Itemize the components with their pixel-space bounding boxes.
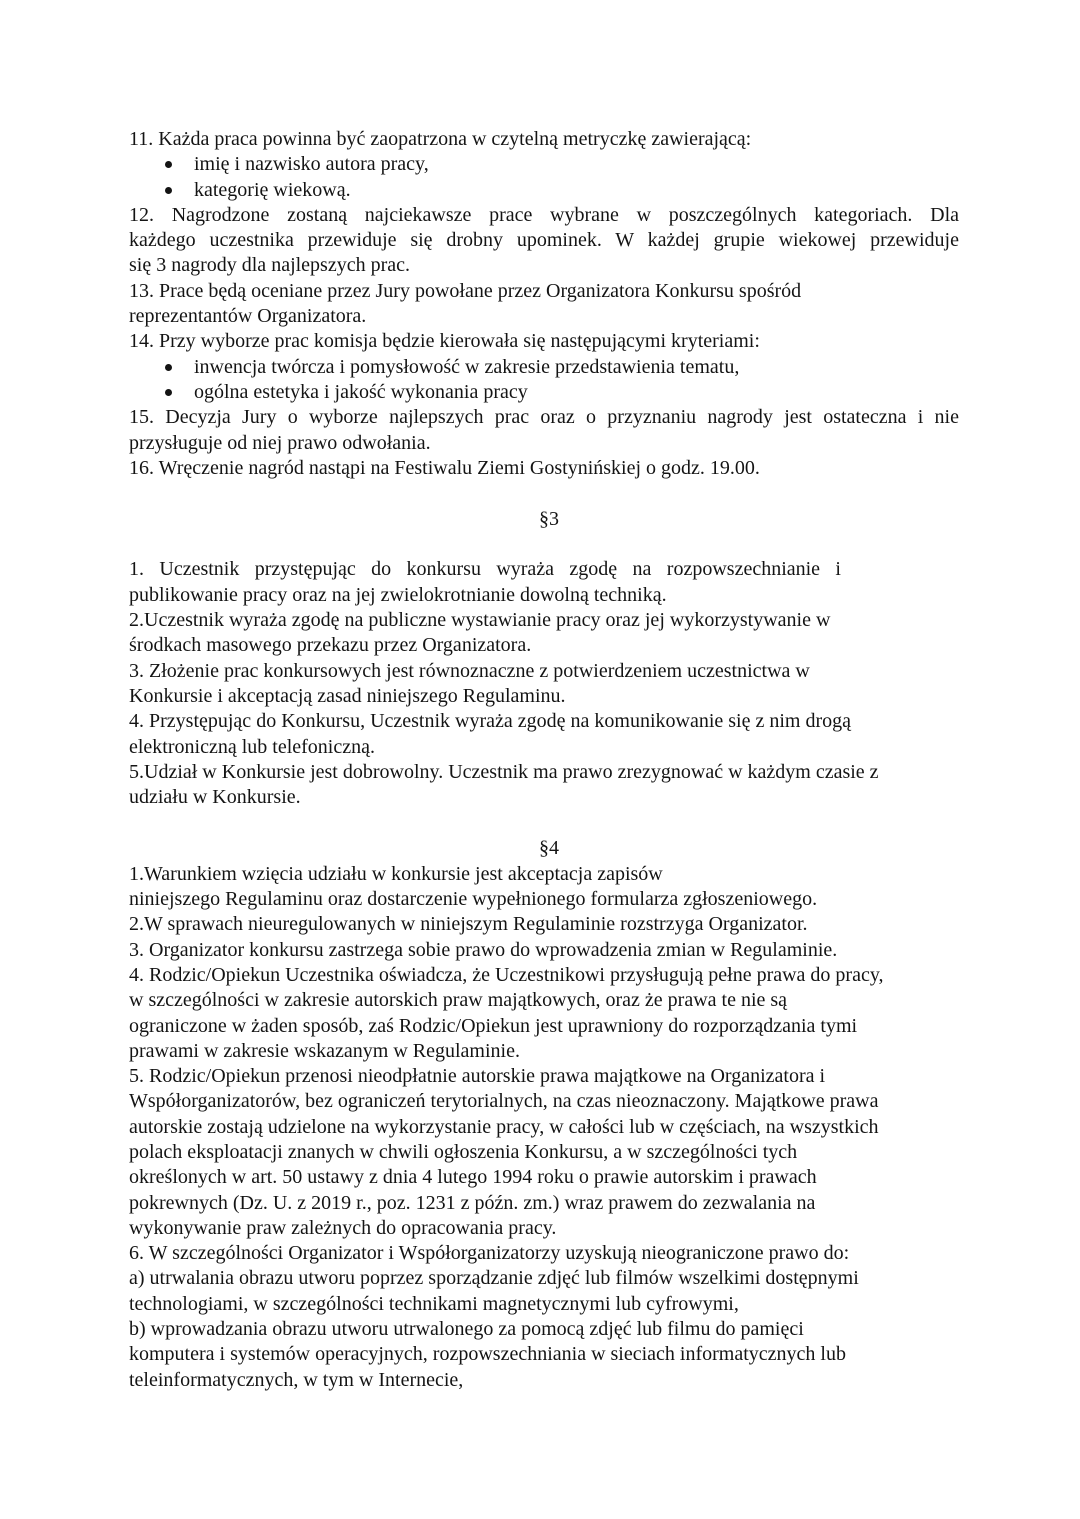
text-line: elektroniczną lub telefoniczną. (129, 735, 375, 758)
text-line: Współorganizatorów, bez ograniczeń terytorialnych, na czas nieoznaczony. Majątkowe prawa (129, 1090, 879, 1113)
text-line: autorskie zostają udzielone na wykorzystanie pracy, w całości lub w częściach, na wszystkich (129, 1115, 879, 1138)
point-11-text: 11. Każda praca powinna być zaopatrzona w czytelną metryczkę zawierającą: (129, 128, 752, 150)
text-line: 15. Decyzja Jury o wyborze najlepszych prac oraz o przyznaniu nagrody jest ostateczna i nie (129, 406, 959, 429)
text-line: 1. Uczestnik przystępując do konkursu wyraża zgodę na rozpowszechnianie i (129, 558, 841, 581)
text-line: 4. Rodzic/Opiekun Uczestnika oświadcza, że Uczestnikowi przysługują pełne prawa do pracy, (129, 963, 884, 986)
point-14-text: 14. Przy wyborze prac komisja będzie kierowała się następującymi kryteriami: (129, 330, 760, 353)
text-line: prawami w zakresie wskazanym w Regulaminie. (129, 1039, 520, 1062)
text-line: pokrewnych (Dz. U. z 2019 r., poz. 1231 z późn. zm.) wraz prawem do zezwalania na (129, 1191, 816, 1214)
text-line: b) wprowadzania obrazu utworu utrwalonego za pomocą zdjęć lub filmu do pamięci (129, 1318, 804, 1341)
bullet-icon (165, 187, 172, 194)
text-line: się 3 nagrody dla najlepszych prac. (129, 254, 411, 277)
text-line: ograniczone w żaden sposób, zaś Rodzic/Opiekun jest uprawniony do rozporządzania tymi (129, 1014, 858, 1037)
section-heading-3: §3 (539, 508, 559, 531)
text-line: Konkursie i akceptacją zasad niniejszego Regulaminu. (129, 684, 566, 707)
text-line: technologiami, w szczególności technikami magnetycznymi lub cyfrowymi, (129, 1292, 739, 1315)
text-line: 5. Rodzic/Opiekun przenosi nieodpłatnie autorskie prawa majątkowe na Organizatora i (129, 1065, 826, 1088)
text-line: w szczególności w zakresie autorskich praw majątkowych, oraz że prawa te nie są (129, 989, 788, 1012)
text-line: niniejszego Regulaminu oraz dostarczenie wypełnionego formularza zgłoszeniowego. (129, 888, 818, 911)
point-15 (129, 405, 959, 456)
s4-point-3: 3. Organizator konkursu zastrzega sobie prawo do wprowadzenia zmian w Regulaminie. (129, 938, 838, 961)
point-14 (129, 329, 959, 405)
bullet-icon (165, 389, 172, 396)
point-13 (129, 279, 959, 330)
s3-point-1 (129, 557, 959, 608)
s4-point-6: 6. W szczególności Organizator i Współorganizatorzy uzyskują nieograniczone prawo do: (129, 1242, 850, 1265)
list-item: kategorię wiekową. (129, 178, 959, 203)
list-item: inwencja twórcza i pomysłowość w zakresie przedstawienia tematu, (129, 355, 959, 380)
text-line: określonych w art. 50 ustawy z dnia 4 lutego 1994 roku o prawie autorskim i prawach (129, 1166, 817, 1189)
s3-point-2 (129, 608, 959, 659)
bullet-icon (165, 364, 172, 371)
text-line: 2.Uczestnik wyraża zgodę na publiczne wystawianie pracy oraz jej wykorzystywanie w (129, 609, 831, 632)
s4-point-5 (129, 1064, 959, 1241)
s4-point-1 (129, 862, 959, 913)
s4-point-a (129, 1266, 959, 1317)
text-line: wykonywanie praw zależnych do opracowania pracy. (129, 1216, 557, 1239)
text-line: teleinformatycznych, w tym w Internecie, (129, 1368, 464, 1391)
text-line: a) utrwalania obrazu utworu poprzez sporządzanie zdjęć lub filmów wszelkimi dostępnymi (129, 1267, 859, 1290)
s3-point-4 (129, 709, 959, 760)
text-line: 13. Prace będą oceniane przez Jury powołane przez Organizatora Konkursu spośród (129, 279, 802, 302)
list-item: imię i nazwisko autora pracy, (129, 152, 959, 177)
list-item: ogólna estetyka i jakość wykonania pracy (129, 380, 959, 405)
text-line: każdego uczestnika przewiduje się drobny upominek. W każdej grupie wiekowej przewiduje (129, 229, 959, 252)
bullet-icon (165, 161, 172, 168)
text-line: komputera i systemów operacyjnych, rozpowszechniania w sieciach informatycznych lub (129, 1343, 846, 1366)
s3-point-5 (129, 760, 959, 811)
text-line: środkach masowego przekazu przez Organizatora. (129, 634, 532, 657)
text-line: 1.Warunkiem wzięcia udziału w konkursie jest akceptacja zapisów (129, 862, 663, 885)
text-line: 4. Przystępując do Konkursu, Uczestnik wyraża zgodę na komunikowanie się z nim drogą (129, 710, 852, 733)
s4-point-b (129, 1317, 959, 1393)
text-line: 12. Nagrodzone zostaną najciekawsze prace wybrane w poszczególnych kategoriach. Dla (129, 203, 959, 226)
regulation-text (129, 127, 959, 1393)
text-line: udziału w Konkursie. (129, 786, 301, 809)
s3-point-3 (129, 659, 959, 710)
text-line: 3. Złożenie prac konkursowych jest równoznaczne z potwierdzeniem uczestnictwa w (129, 659, 810, 682)
point-12 (129, 203, 959, 279)
s4-point-2: 2.W sprawach nieuregulowanych w niniejszym Regulaminie rozstrzyga Organizator. (129, 913, 808, 936)
text-line: przysługuje od niej prawo odwołania. (129, 431, 431, 454)
point-16: 16. Wręczenie nagród nastąpi na Festiwalu Ziemi Gostynińskiej o godz. 19.00. (129, 456, 760, 479)
point-11 (129, 127, 959, 203)
s4-point-4 (129, 963, 959, 1064)
text-line: publikowanie pracy oraz na jej zwielokrotnianie dowolną techniką. (129, 583, 667, 606)
section-heading-4: §4 (539, 837, 559, 860)
text-line: 5.Udział w Konkursie jest dobrowolny. Uczestnik ma prawo zrezygnować w każdym czasie z (129, 760, 879, 783)
text-line: polach eksploatacji znanych w chwili ogłoszenia Konkursu, a w szczególności tych (129, 1140, 798, 1163)
text-line: reprezentantów Organizatora. (129, 305, 367, 328)
